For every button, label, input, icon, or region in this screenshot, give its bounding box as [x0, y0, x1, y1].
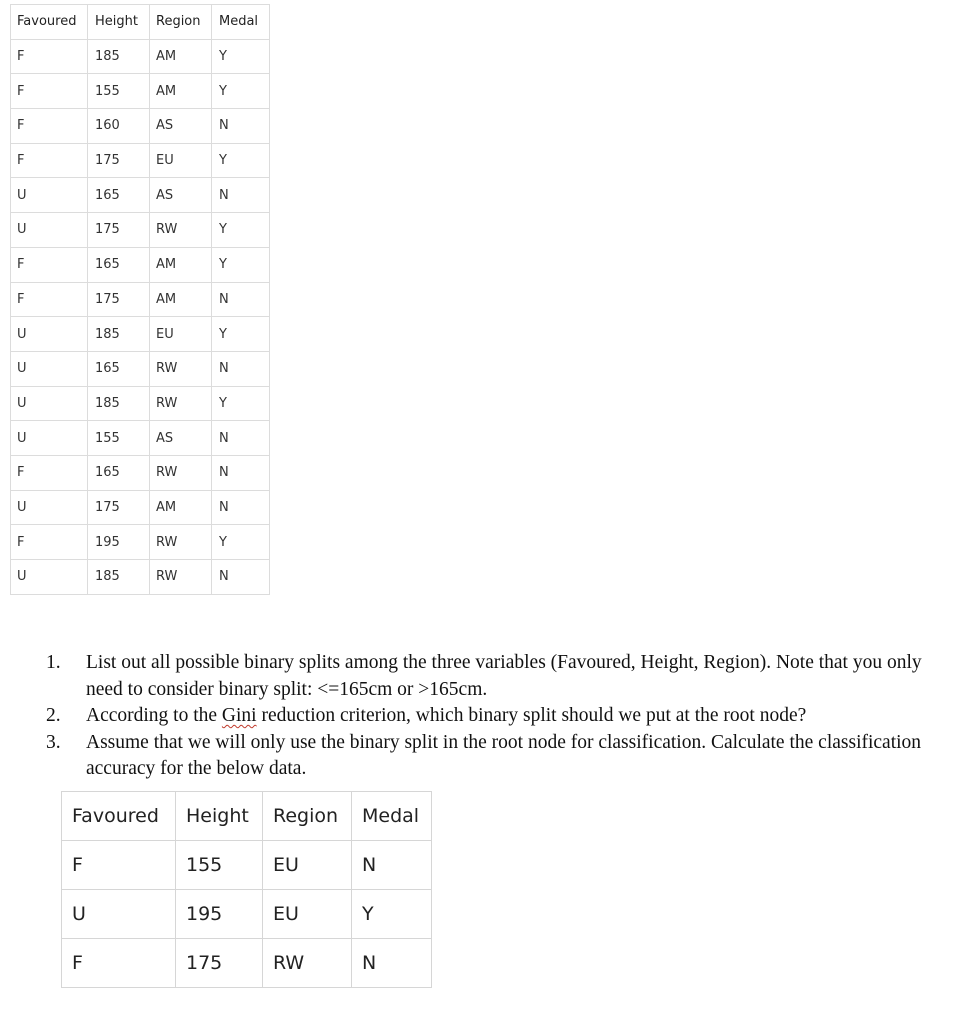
- cell-region: RW: [150, 525, 212, 560]
- cell-height: 155: [88, 74, 150, 109]
- cell-region: RW: [150, 351, 212, 386]
- cell-region: EU: [150, 317, 212, 352]
- table-row: [11, 282, 270, 317]
- cell-favoured: U: [11, 560, 88, 595]
- cell-height: 175: [88, 143, 150, 178]
- cell-height: 185: [88, 317, 150, 352]
- cell-medal: N: [352, 841, 432, 890]
- question-item: [46, 703, 951, 730]
- table-row: [11, 351, 270, 386]
- cell-height: 175: [88, 213, 150, 248]
- cell-medal: N: [352, 939, 432, 988]
- cell-height: 195: [88, 525, 150, 560]
- question-text: [86, 705, 806, 726]
- table-row: [62, 841, 432, 890]
- cell-region: RW: [150, 386, 212, 421]
- cell-medal: N: [212, 455, 270, 490]
- cell-favoured: F: [11, 109, 88, 144]
- column-header-favoured: Favoured: [62, 792, 176, 841]
- table-row: [11, 525, 270, 560]
- table-header-row: [62, 792, 432, 841]
- table-row: [11, 421, 270, 456]
- cell-medal: Y: [212, 39, 270, 74]
- column-header-favoured: Favoured: [11, 5, 88, 40]
- cell-medal: N: [212, 490, 270, 525]
- cell-height: 175: [176, 939, 263, 988]
- cell-favoured: F: [11, 282, 88, 317]
- cell-height: 165: [88, 247, 150, 282]
- cell-region: AM: [150, 74, 212, 109]
- cell-region: RW: [263, 939, 352, 988]
- cell-medal: Y: [212, 386, 270, 421]
- cell-favoured: U: [11, 213, 88, 248]
- cell-favoured: U: [11, 421, 88, 456]
- table-row: [11, 74, 270, 109]
- cell-medal: Y: [212, 247, 270, 282]
- cell-medal: Y: [352, 890, 432, 939]
- cell-region: AM: [150, 490, 212, 525]
- cell-height: 175: [88, 490, 150, 525]
- cell-medal: Y: [212, 525, 270, 560]
- cell-medal: Y: [212, 74, 270, 109]
- table-row: [11, 143, 270, 178]
- test-data-table: [61, 791, 432, 988]
- cell-region: AM: [150, 39, 212, 74]
- cell-medal: N: [212, 421, 270, 456]
- cell-height: 165: [88, 178, 150, 213]
- cell-height: 160: [88, 109, 150, 144]
- cell-favoured: F: [11, 247, 88, 282]
- cell-medal: N: [212, 178, 270, 213]
- cell-favoured: U: [11, 351, 88, 386]
- column-header-region: Region: [263, 792, 352, 841]
- cell-height: 185: [88, 560, 150, 595]
- cell-favoured: F: [11, 525, 88, 560]
- cell-region: AS: [150, 421, 212, 456]
- table-row: [62, 939, 432, 988]
- table-row: [11, 386, 270, 421]
- question-text: List out all possible binary splits among the three variables (Favoured, Height, Region). Note that you only need to consider binary split: <=165cm or >165cm.: [86, 652, 922, 700]
- training-data-table: [10, 4, 270, 595]
- cell-height: 195: [176, 890, 263, 939]
- question-number: 1.: [46, 652, 61, 673]
- cell-height: 185: [88, 39, 150, 74]
- question-text-after: reduction criterion, which binary split should we put at the root node?: [256, 705, 807, 726]
- column-header-height: Height: [88, 5, 150, 40]
- question-number: 3.: [46, 731, 61, 753]
- cell-height: 185: [88, 386, 150, 421]
- table-row: [11, 560, 270, 595]
- cell-region: AM: [150, 282, 212, 317]
- cell-medal: Y: [212, 317, 270, 352]
- question-item: [46, 650, 951, 703]
- column-header-medal: Medal: [212, 5, 270, 40]
- table-row: [11, 317, 270, 352]
- cell-favoured: F: [11, 39, 88, 74]
- table-row: [11, 109, 270, 144]
- cell-favoured: F: [62, 841, 176, 890]
- cell-region: RW: [150, 560, 212, 595]
- table-row: [11, 178, 270, 213]
- question-list: [46, 650, 951, 783]
- cell-favoured: F: [11, 455, 88, 490]
- cell-height: 155: [176, 841, 263, 890]
- table-row: [62, 890, 432, 939]
- cell-medal: N: [212, 109, 270, 144]
- cell-favoured: U: [62, 890, 176, 939]
- question-number: 2.: [46, 705, 61, 726]
- cell-medal: N: [212, 351, 270, 386]
- cell-favoured: U: [11, 490, 88, 525]
- cell-region: EU: [263, 841, 352, 890]
- cell-medal: N: [212, 282, 270, 317]
- cell-height: 175: [88, 282, 150, 317]
- cell-region: AM: [150, 247, 212, 282]
- cell-medal: N: [212, 560, 270, 595]
- table-row: [11, 455, 270, 490]
- cell-favoured: U: [11, 317, 88, 352]
- question-text-before: According to the: [86, 705, 222, 726]
- cell-favoured: F: [11, 143, 88, 178]
- cell-height: 165: [88, 351, 150, 386]
- cell-height: 165: [88, 455, 150, 490]
- table-row: [11, 490, 270, 525]
- cell-region: EU: [150, 143, 212, 178]
- cell-region: RW: [150, 213, 212, 248]
- column-header-medal: Medal: [352, 792, 432, 841]
- cell-height: 155: [88, 421, 150, 456]
- column-header-height: Height: [176, 792, 263, 841]
- table-header-row: [11, 5, 270, 40]
- cell-region: AS: [150, 109, 212, 144]
- question-item: [46, 730, 951, 783]
- cell-region: AS: [150, 178, 212, 213]
- cell-region: RW: [150, 455, 212, 490]
- spellcheck-highlight: Gini: [221, 705, 257, 726]
- question-text: Assume that we will only use the binary split in the root node for classification. Calculate the classification accuracy for the below data.: [86, 731, 922, 779]
- cell-medal: Y: [212, 143, 270, 178]
- cell-favoured: F: [11, 74, 88, 109]
- table-row: [11, 39, 270, 74]
- table-row: [11, 213, 270, 248]
- cell-favoured: F: [62, 939, 176, 988]
- cell-favoured: U: [11, 178, 88, 213]
- cell-region: EU: [263, 890, 352, 939]
- cell-favoured: U: [11, 386, 88, 421]
- table-row: [11, 247, 270, 282]
- cell-medal: Y: [212, 213, 270, 248]
- column-header-region: Region: [150, 5, 212, 40]
